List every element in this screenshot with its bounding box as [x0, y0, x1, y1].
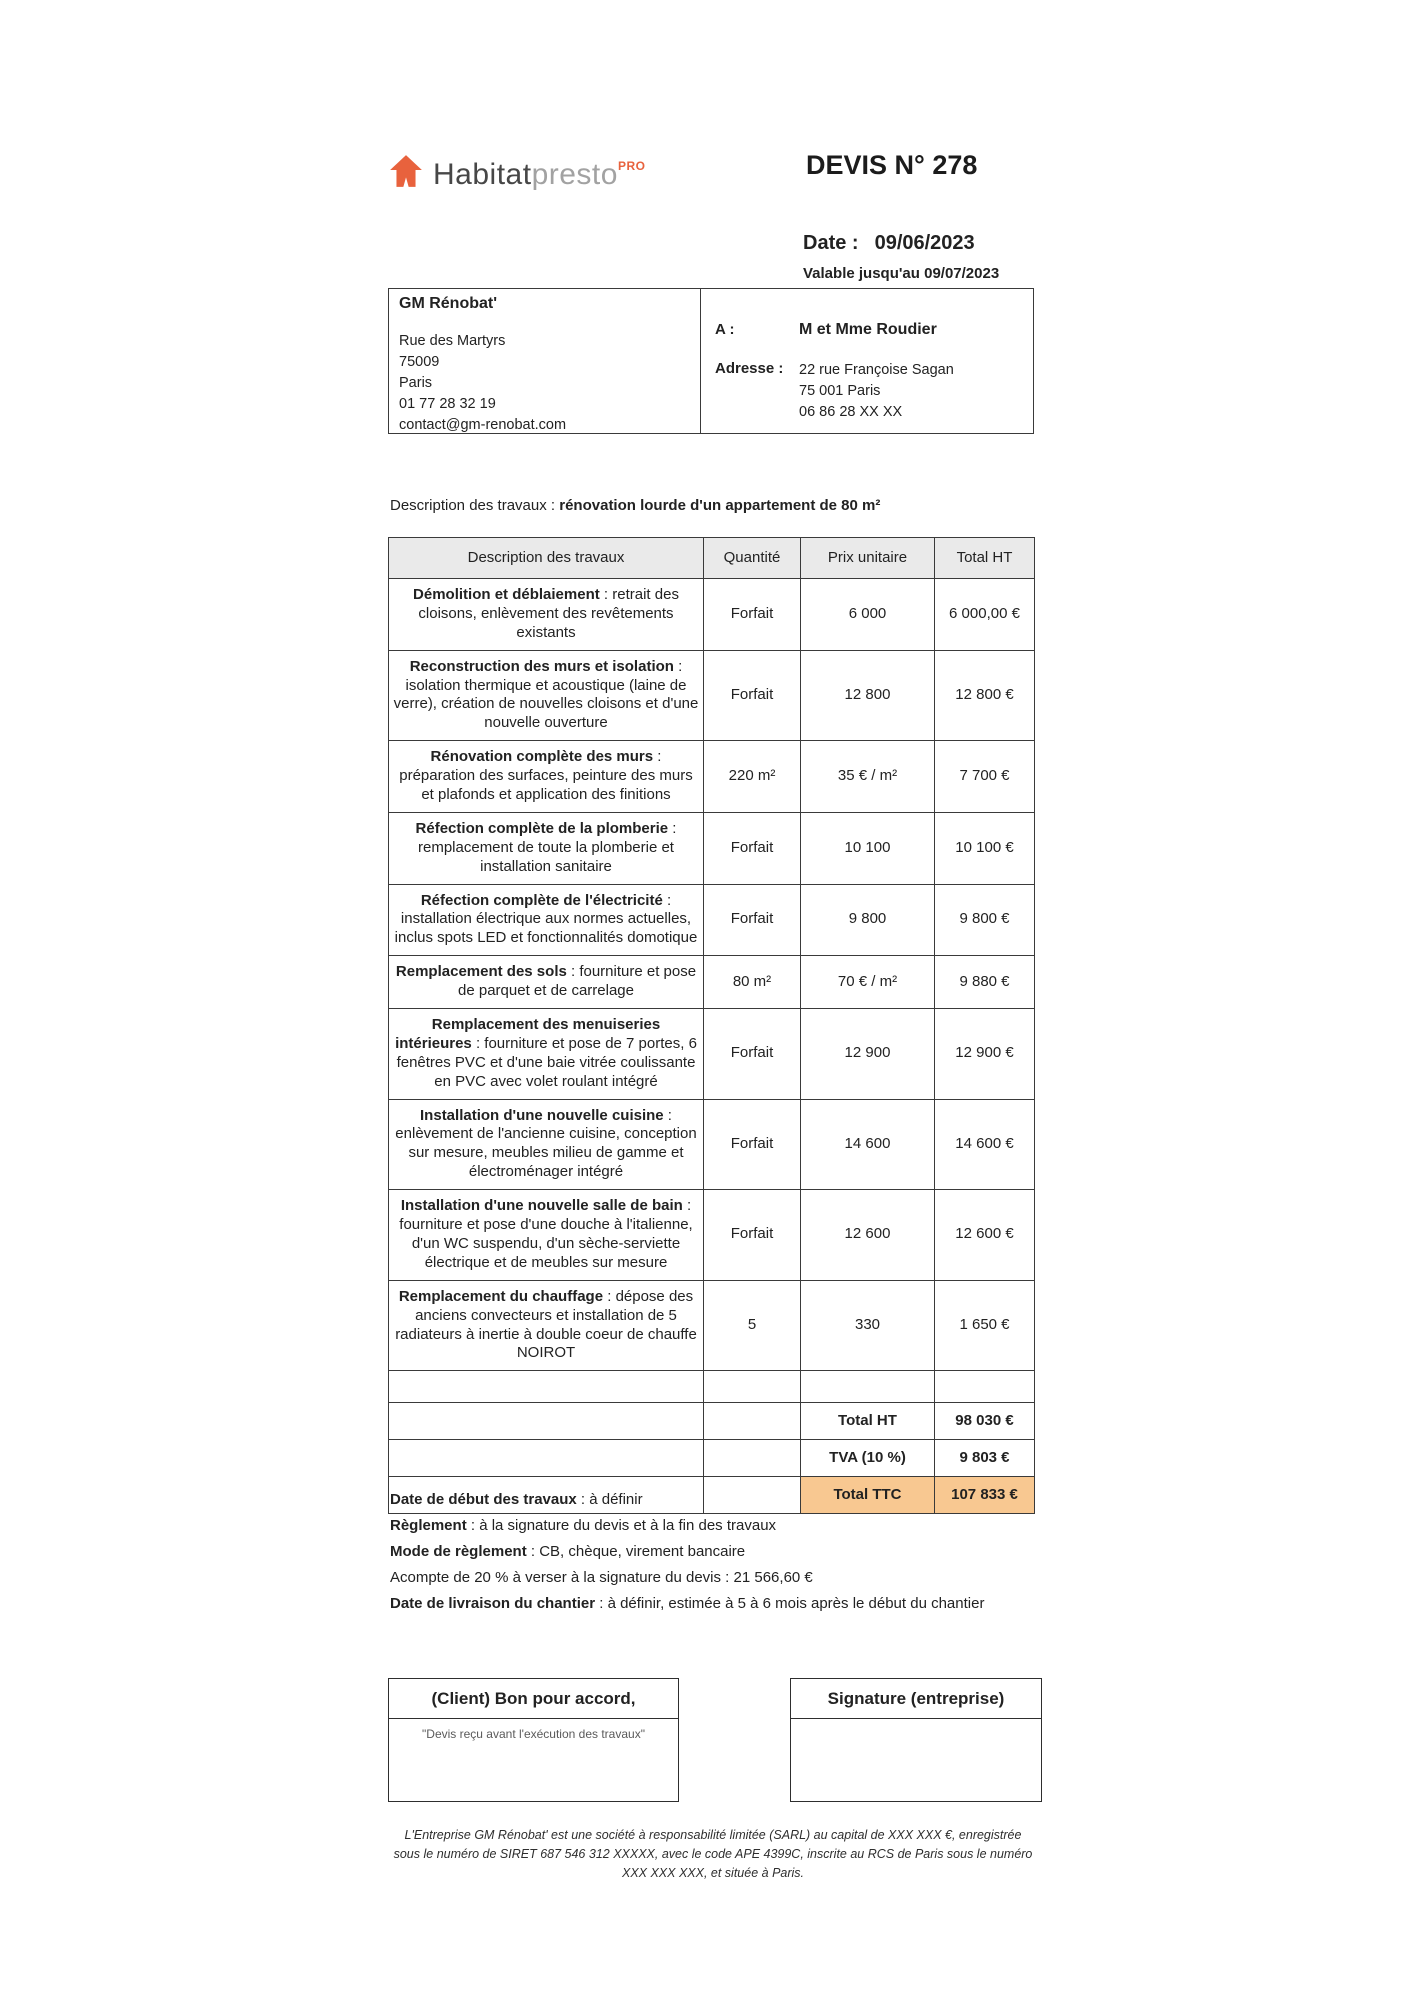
- habitatpresto-house-icon: [388, 153, 424, 189]
- quantity-cell: Forfait: [704, 1009, 801, 1100]
- works-table: [388, 537, 1034, 1514]
- total-ht-row: [389, 1403, 1035, 1440]
- client-address-line: 22 rue Françoise Sagan: [799, 362, 954, 378]
- col-header-description: Description des travaux: [389, 538, 704, 579]
- client-address-line: 75 001 Paris: [799, 383, 881, 399]
- company-signature-box: [790, 1678, 1042, 1802]
- work-description-cell: [389, 884, 704, 956]
- table-row: [389, 884, 1035, 956]
- unit-price-cell: 9 800: [801, 884, 935, 956]
- client-address-row: [715, 360, 1019, 423]
- quantity-cell: 5: [704, 1280, 801, 1371]
- date-value: 09/06/2023: [874, 232, 975, 254]
- works-intro-label: Description des travaux :: [390, 497, 560, 514]
- work-detail: : isolation thermique et acoustique (laine de verre), création de nouvelles cloisons et d'une nouvelle ouverture: [393, 657, 699, 732]
- logo-presto: presto: [531, 158, 618, 191]
- validity-line: Valable jusqu'au 09/07/2023: [803, 265, 1000, 282]
- company-signature-area: [791, 1719, 1041, 1727]
- quantity-cell: Forfait: [704, 1190, 801, 1281]
- work-title: Réfection complète de la plomberie: [415, 819, 669, 837]
- total-cell: 12 900 €: [935, 1009, 1035, 1100]
- total-cell: 9 880 €: [935, 956, 1035, 1009]
- parties-box: [388, 288, 1034, 434]
- quantity-cell: Forfait: [704, 884, 801, 956]
- legal-footer: L'Entreprise GM Rénobat' est une société à responsabilité limitée (SARL) au capital de XXX XXX €, enregistrée sous le numéro de SIRET 687 546 312 XXXXX, avec le code APE 4399C, inscrite au RCS de Paris sous le numéro XXX XXX XXX, et située à Paris.: [393, 1828, 1033, 1880]
- table-header-row: [389, 538, 1035, 579]
- work-description-cell: [389, 650, 704, 741]
- quantity-cell: Forfait: [704, 650, 801, 741]
- total-cell: 7 700 €: [935, 741, 1035, 813]
- tva-label: TVA (10 %): [801, 1440, 935, 1477]
- work-title: Installation d'une nouvelle salle de bain: [400, 1197, 683, 1215]
- work-description-cell: [389, 1099, 704, 1190]
- work-detail: : remplacement de toute la plomberie et installation sanitaire: [418, 819, 677, 875]
- tva-value: 9 803 €: [935, 1440, 1035, 1477]
- unit-price-cell: 14 600: [801, 1099, 935, 1190]
- work-description-cell: [389, 812, 704, 884]
- work-detail: : fourniture et pose de parquet et de carrelage: [458, 963, 697, 1000]
- client-name: M et Mme Roudier: [799, 321, 937, 338]
- work-title: Installation d'une nouvelle cuisine: [420, 1106, 664, 1124]
- col-header-quantity: Quantité: [704, 538, 801, 579]
- quantity-cell: Forfait: [704, 1099, 801, 1190]
- work-title: Remplacement du chauffage: [398, 1287, 604, 1305]
- work-title: Remplacement des sols: [395, 963, 567, 981]
- date-line: [803, 232, 975, 255]
- table-row: [389, 650, 1035, 741]
- quantity-cell: 80 m²: [704, 956, 801, 1009]
- work-detail: : installation électrique aux normes actuelles, inclus spots LED et fonctionnalités domotique: [394, 891, 698, 947]
- logo-wordmark: [433, 148, 645, 193]
- table-row: [389, 1009, 1035, 1100]
- client-signature-title: (Client) Bon pour accord,: [389, 1679, 678, 1719]
- habitatpresto-logo: [388, 148, 645, 193]
- terms-block: [390, 1487, 984, 1617]
- client-panel: [701, 289, 1033, 433]
- company-email: contact@gm-renobat.com: [399, 417, 567, 433]
- work-title: Réfection complète de l'électricité: [420, 891, 663, 909]
- work-detail: : enlèvement de l'ancienne cuisine, conception sur mesure, meubles milieu de gamme et électroménager intégré: [395, 1106, 697, 1181]
- address-label: Adresse :: [715, 360, 784, 377]
- total-cell: 6 000,00 €: [935, 579, 1035, 651]
- total-cell: 12 600 €: [935, 1190, 1035, 1281]
- work-detail: : fourniture et pose de 7 portes, 6 fenêtres PVC et d'une baie vitrée coulissante en PVC avec volet roulant intégré: [396, 1034, 697, 1090]
- logo-pro-badge: PRO: [617, 159, 646, 173]
- term-payment: Règlement : à la signature du devis et à la fin des travaux: [390, 1517, 777, 1534]
- total-cell: 9 800 €: [935, 884, 1035, 956]
- table-row: [389, 579, 1035, 651]
- work-description-cell: [389, 741, 704, 813]
- page-title: DEVIS N° 278: [806, 150, 978, 180]
- client-signature-note: "Devis reçu avant l'exécution des travaux": [422, 1727, 645, 1741]
- company-panel: [389, 289, 701, 433]
- company-phone: 01 77 28 32 19: [399, 396, 496, 412]
- unit-price-cell: 12 800: [801, 650, 935, 741]
- total-ht-label: Total HT: [801, 1403, 935, 1440]
- company-name: GM Rénobat': [399, 295, 498, 312]
- col-header-total: Total HT: [935, 538, 1035, 579]
- logo-habitat: Habitat: [433, 158, 532, 191]
- total-cell: 1 650 €: [935, 1280, 1035, 1371]
- unit-price-cell: 12 600: [801, 1190, 935, 1281]
- work-description-cell: [389, 1190, 704, 1281]
- work-description-cell: [389, 1280, 704, 1371]
- work-title: Reconstruction des murs et isolation: [409, 657, 674, 675]
- table-row: [389, 1190, 1035, 1281]
- date-label: Date :: [803, 232, 859, 254]
- to-label: A :: [715, 321, 735, 338]
- table-row: [389, 741, 1035, 813]
- total-ttc-value: 107 833 €: [935, 1477, 1035, 1514]
- total-ttc-label: Total TTC: [801, 1477, 935, 1514]
- table-row: [389, 1099, 1035, 1190]
- work-title: Démolition et déblaiement: [413, 586, 600, 603]
- company-signature-title: Signature (entreprise): [791, 1679, 1041, 1719]
- client-phone: 06 86 28 XX XX: [799, 404, 903, 420]
- unit-price-cell: 70 € / m²: [801, 956, 935, 1009]
- quantity-cell: 220 m²: [704, 741, 801, 813]
- works-intro-value: rénovation lourde d'un appartement de 80 m²: [559, 497, 881, 514]
- works-intro-line: [390, 497, 880, 514]
- total-cell: 12 800 €: [935, 650, 1035, 741]
- work-detail: : retrait des cloisons, enlèvement des revêtements existants: [418, 586, 679, 641]
- unit-price-cell: 35 € / m²: [801, 741, 935, 813]
- unit-price-cell: 6 000: [801, 579, 935, 651]
- table-row: [389, 1280, 1035, 1371]
- work-title: Remplacement des menuiseries intérieures: [395, 1016, 661, 1052]
- table-row: [389, 812, 1035, 884]
- work-detail: : préparation des surfaces, peinture des murs et plafonds et application des finitions: [399, 748, 693, 804]
- quantity-cell: Forfait: [704, 579, 801, 651]
- table-row: [389, 956, 1035, 1009]
- company-city: Paris: [399, 375, 433, 391]
- unit-price-cell: 12 900: [801, 1009, 935, 1100]
- quantity-cell: Forfait: [704, 812, 801, 884]
- unit-price-cell: 330: [801, 1280, 935, 1371]
- term-deposit: Acompte de 20 % à verser à la signature du devis : 21 566,60 €: [390, 1569, 813, 1586]
- client-address: [799, 360, 954, 423]
- company-postcode: 75009: [399, 354, 440, 370]
- work-detail: : dépose des anciens convecteurs et installation de 5 radiateurs à inertie à double coeur de chauffe NOIROT: [395, 1287, 697, 1362]
- term-payment-method: Mode de règlement : CB, chèque, virement bancaire: [390, 1543, 746, 1560]
- client-signature-box: [388, 1678, 679, 1802]
- col-header-unit-price: Prix unitaire: [801, 538, 935, 579]
- work-detail: : fourniture et pose d'une douche à l'italienne, d'un WC suspendu, d'un sèche-serviette électrique et de meubles sur mesure: [399, 1197, 693, 1271]
- total-ht-value: 98 030 €: [935, 1403, 1035, 1440]
- company-address-line: Rue des Martyrs: [399, 333, 506, 349]
- tva-row: [389, 1440, 1035, 1477]
- total-cell: 10 100 €: [935, 812, 1035, 884]
- term-delivery-date: Date de livraison du chantier : à définir, estimée à 5 à 6 mois après le début du chantier: [390, 1595, 985, 1612]
- work-description-cell: [389, 579, 704, 651]
- work-title: Rénovation complète des murs: [430, 748, 654, 766]
- work-description-cell: [389, 1009, 704, 1100]
- empty-row: [389, 1371, 1035, 1403]
- work-description-cell: [389, 956, 704, 1009]
- total-cell: 14 600 €: [935, 1099, 1035, 1190]
- client-to-row: [715, 321, 1019, 339]
- term-start-date: Date de début des travaux : à définir: [390, 1491, 643, 1508]
- unit-price-cell: 10 100: [801, 812, 935, 884]
